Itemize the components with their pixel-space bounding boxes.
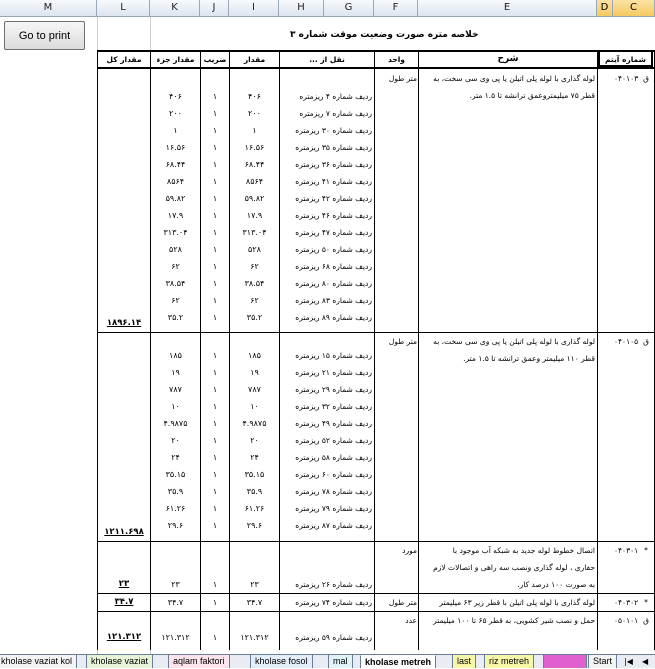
partial-value: ۶۸.۴۴ — [165, 160, 186, 169]
partial-value: ۱۷.۹ — [167, 211, 184, 220]
tab-kholase-vaziat-kol[interactable]: kholase vaziat kol — [0, 655, 77, 668]
header-item: شماره آیتم — [605, 55, 646, 64]
coef-value: ۱ — [212, 504, 218, 513]
partial-value: ۶۲ — [171, 262, 180, 271]
col-header-L[interactable]: L — [97, 0, 150, 17]
item-code: ۰۴۰۱۰۳ — [614, 74, 639, 83]
partial-value: ۴۰۶ — [169, 92, 182, 101]
coef-value: ۱ — [212, 194, 218, 203]
from-ref: ردیف شماره ۶۸ ریزمتره — [295, 262, 372, 271]
coef-value: ۱ — [212, 487, 218, 496]
coef-value: ۱ — [212, 211, 218, 220]
from-ref: ردیف شماره ۴۶ ریزمتره — [295, 211, 372, 220]
item-unit: متر طول — [388, 74, 417, 83]
partial-value: ۱۶.۵۶ — [165, 143, 186, 152]
item-description: لوله گذاری با لوله پلی اتیلن با قطر زیر ۶۳ میلیمتر — [439, 598, 595, 607]
qty-value: ۴۰۶ — [248, 92, 261, 101]
from-ref: ردیف شماره ۲۹ ریزمتره — [295, 385, 372, 394]
tab-mal[interactable]: mal — [328, 655, 353, 668]
item-description-line: اتصال خطوط لوله جدید به شبکه آب موجود با — [452, 546, 595, 555]
coef-value: ۱ — [212, 351, 218, 360]
qty-value: ۱۹ — [250, 368, 259, 377]
from-ref: ردیف شماره ۱۵ ریزمتره — [295, 351, 372, 360]
partial-value: ۶۱.۲۶ — [165, 504, 186, 513]
partial-value: ۱۹ — [171, 368, 180, 377]
qty-value: ۳۵.۲ — [246, 313, 263, 322]
item-code: ۰۴۰۳۰۱ — [614, 546, 639, 555]
tab-start[interactable]: Start — [588, 655, 617, 668]
sheet-tab-bar — [0, 654, 655, 668]
tab-last[interactable]: last — [452, 655, 476, 668]
from-ref: ردیف شماره ۲۶ ریزمتره — [295, 580, 372, 589]
qty-value: ۳۵.۹ — [246, 487, 263, 496]
coef-value: ۱ — [212, 143, 218, 152]
coef-value: ۱ — [212, 402, 218, 411]
coef-value: ۱ — [212, 109, 218, 118]
from-ref: ردیف شماره ۵۸ ریزمتره — [295, 453, 372, 462]
partial-value: ۳۸.۵۴ — [165, 279, 186, 288]
tab-kholase-fosol[interactable]: kholase fosol — [250, 655, 313, 668]
partial-value: ۳۵.۱۵ — [165, 470, 186, 479]
from-ref: ردیف شماره ۴۹ ریزمتره — [295, 419, 372, 428]
item-description: لوله گذاری با لوله پلی اتیلن یا پی وی سی سخت، به قطر ۷۵ میلیمتروعمق ترانشه تا ۱.۵ متر. — [433, 74, 595, 100]
item-total: ۲۳ — [118, 579, 130, 589]
qty-value: ۱۶.۵۶ — [244, 143, 265, 152]
qty-value: ۱ — [252, 126, 257, 135]
coef-value: ۱ — [212, 633, 218, 642]
from-ref: ردیف شماره ۵۰ ریزمتره — [295, 245, 372, 254]
from-ref: ردیف شماره ۴۷ ریزمتره — [295, 228, 372, 237]
qty-value: ۱۷.۹ — [246, 211, 263, 220]
from-ref: ردیف شماره ۳۰ ریزمتره — [295, 126, 372, 135]
partial-value: ۴.۹۸۷۵ — [163, 419, 188, 428]
col-header-M[interactable]: M — [0, 0, 97, 17]
qty-value: ۱۸۵ — [248, 351, 261, 360]
item-total: ۱۲۱۱.۶۹۸ — [104, 527, 144, 537]
item-flag: * — [644, 598, 648, 607]
partial-value: ۳۱۳.۰۴ — [163, 228, 188, 237]
from-ref: ردیف شماره ۵۹ ریزمتره — [295, 633, 372, 642]
from-ref: ردیف شماره ۸۷ ریزمتره — [295, 521, 372, 530]
col-header-D[interactable]: D — [597, 0, 613, 17]
from-ref: ردیف شماره ۴۱ ریزمتره — [295, 177, 372, 186]
col-header-E[interactable]: E — [418, 0, 597, 17]
item-unit: متر طول — [388, 598, 417, 607]
coef-value: ۱ — [212, 279, 218, 288]
coef-value: ۱ — [212, 580, 218, 589]
qty-value: ۶۱.۲۶ — [244, 504, 265, 513]
header-partial: مقدار جزء — [156, 55, 195, 64]
header-from: نقل از ... — [309, 55, 345, 64]
partial-value: ۲۳ — [171, 580, 180, 589]
sheet-title: خلاصه متره صورت وضعیت موقت شماره ۳ — [290, 30, 479, 40]
partial-value: ۲۰ — [171, 436, 180, 445]
tab-riz-metreh[interactable]: riz metreh — [484, 655, 534, 668]
coef-value: ۱ — [212, 245, 218, 254]
coef-value: ۱ — [212, 521, 218, 530]
qty-value: ۴.۹۸۷۵ — [242, 419, 267, 428]
from-ref: ردیف شماره ۷ ریزمتره — [299, 109, 372, 118]
qty-value: ۶۸.۴۴ — [244, 160, 265, 169]
col-header-C[interactable]: C — [613, 0, 655, 17]
partial-value: ۵۲۸ — [169, 245, 182, 254]
from-ref: ردیف شماره ۷۹ ریزمتره — [295, 504, 372, 513]
qty-value: ۵۹.۸۲ — [244, 194, 265, 203]
item-description: لوله گذاری با لوله پلی اتیلن یا پی وی سی سخت، به قطر ۱۱۰ میلیمتر وعمق ترانشه تا ۱.۵ متر. — [433, 337, 595, 363]
from-ref: ردیف شماره ۳۵ ریزمتره — [295, 143, 372, 152]
from-ref: ردیف شماره ۷۴ ریزمتره — [295, 598, 372, 607]
coef-value: ۱ — [212, 228, 218, 237]
coef-value: ۱ — [212, 92, 218, 101]
qty-value: ۱۲۱.۳۱۲ — [240, 633, 269, 642]
qty-value: ۸۵۶۴ — [245, 177, 264, 186]
item-unit: مورد — [402, 546, 417, 555]
coef-value: ۱ — [212, 436, 218, 445]
qty-value: ۷۸۷ — [248, 385, 261, 394]
partial-value: ۱ — [173, 126, 178, 135]
qty-value: ۲۰۰ — [248, 109, 261, 118]
col-header-H[interactable]: H — [279, 0, 324, 17]
qty-value: ۳۵.۱۵ — [244, 470, 265, 479]
item-code: ۰۴۰۱۰۵ — [614, 337, 639, 346]
tab-hidden-label[interactable] — [543, 655, 587, 668]
partial-value: ۸۵۶۴ — [166, 177, 185, 186]
tab-scroll-first-icon[interactable]: |◀ — [624, 657, 633, 666]
qty-value: ۶۲ — [250, 296, 259, 305]
header-coef: ضریب — [203, 55, 227, 64]
from-ref: ردیف شماره ۸۹ ریزمتره — [295, 313, 372, 322]
coef-value: ۱ — [212, 313, 218, 322]
tab-kholase-metreh[interactable]: kholase metreh — [360, 655, 436, 668]
qty-value: ۳۴.۷ — [246, 598, 263, 607]
partial-value: ۱۲۱.۳۱۲ — [161, 633, 190, 642]
partial-value: ۱۸۵ — [169, 351, 182, 360]
header-desc: شرح — [497, 54, 519, 64]
from-ref: ردیف شماره ۲۱ ریزمتره — [295, 368, 372, 377]
item-flag: ق — [643, 74, 649, 83]
qty-value: ۲۰ — [250, 436, 259, 445]
coef-value: ۱ — [212, 453, 218, 462]
item-unit: متر طول — [388, 337, 417, 346]
qty-value: ۳۸.۵۴ — [244, 279, 265, 288]
from-ref: ردیف شماره ۸۳ ریزمتره — [295, 296, 372, 305]
coef-value: ۱ — [212, 419, 218, 428]
item-total: ۳۴.۷ — [114, 597, 134, 607]
item-code: ۰۴۰۳۰۲ — [614, 598, 639, 607]
coef-value: ۱ — [212, 126, 218, 135]
coef-value: ۱ — [212, 598, 218, 607]
col-header-G[interactable]: G — [324, 0, 374, 17]
col-header-J[interactable]: J — [200, 0, 229, 17]
item-flag: ق — [643, 616, 649, 625]
col-header-K[interactable]: K — [150, 0, 200, 17]
item-description-line: حفاری ، لوله گذاری ونصب سه راهی و اتصالات لازم — [433, 563, 595, 572]
coef-value: ۱ — [212, 368, 218, 377]
partial-value: ۲۰۰ — [169, 109, 182, 118]
from-ref: ردیف شماره ۴۲ ریزمتره — [295, 194, 372, 203]
qty-value: ۲۳ — [250, 580, 259, 589]
partial-value: ۳۵.۹ — [167, 487, 184, 496]
partial-value: ۲۴ — [171, 453, 180, 462]
item-flag: * — [644, 546, 648, 555]
qty-value: ۶۲ — [250, 262, 259, 271]
coef-value: ۱ — [212, 160, 218, 169]
col-header-I[interactable]: I — [229, 0, 279, 17]
coef-value: ۱ — [212, 385, 218, 394]
from-ref: ردیف شماره ۴ ریزمتره — [299, 92, 372, 101]
qty-value: ۳۱۳.۰۴ — [242, 228, 267, 237]
header-total: مقدار کل — [106, 55, 142, 64]
from-ref: ردیف شماره ۸۰ ریزمتره — [295, 279, 372, 288]
item-unit: عدد — [405, 616, 417, 625]
from-ref: ردیف شماره ۳۲ ریزمتره — [295, 402, 372, 411]
qty-value: ۵۲۸ — [248, 245, 261, 254]
tab-kholase-vaziat[interactable]: kholase vaziat — [86, 655, 153, 668]
from-ref: ردیف شماره ۳۶ ریزمتره — [295, 160, 372, 169]
from-ref: ردیف شماره ۶۰ ریزمتره — [295, 470, 372, 479]
qty-value: ۲۴ — [250, 453, 259, 462]
tab-scroll-prev-icon[interactable]: ◀ — [642, 657, 649, 666]
partial-value: ۲۹.۶ — [167, 521, 184, 530]
qty-value: ۱۰ — [250, 402, 259, 411]
partial-value: ۶۲ — [171, 296, 180, 305]
coef-value: ۱ — [212, 296, 218, 305]
partial-value: ۵۹.۸۲ — [165, 194, 186, 203]
col-header-F[interactable]: F — [374, 0, 418, 17]
from-ref: ردیف شماره ۷۸ ریزمتره — [295, 487, 372, 496]
header-unit: واحد — [388, 55, 405, 64]
item-total: ۱۸۹۶.۱۴ — [106, 318, 142, 328]
partial-value: ۷۸۷ — [169, 385, 182, 394]
go-to-print-button[interactable]: Go to print — [4, 21, 85, 50]
item-description: حمل و نصب شیر کشویی، به قطر ۶۵ تا ۱۰۰ میلیمتر — [433, 616, 595, 625]
coef-value: ۱ — [212, 262, 218, 271]
partial-value: ۱۰ — [171, 402, 180, 411]
tab-aqlam-faktori[interactable]: aqlam faktori — [168, 655, 230, 668]
coef-value: ۱ — [212, 470, 218, 479]
coef-value: ۱ — [212, 177, 218, 186]
partial-value: ۳۵.۲ — [167, 313, 184, 322]
item-total: ۱۲۱.۳۱۲ — [106, 632, 142, 642]
item-flag: ق — [643, 337, 649, 346]
item-description-line: به صورت ۱۰۰ درصد کار. — [517, 580, 595, 589]
header-qty: مقدار — [243, 55, 266, 64]
partial-value: ۳۴.۷ — [167, 598, 184, 607]
item-code: ۰۵۰۱۰۱ — [614, 616, 639, 625]
from-ref: ردیف شماره ۵۲ ریزمتره — [295, 436, 372, 445]
qty-value: ۲۹.۶ — [246, 521, 263, 530]
